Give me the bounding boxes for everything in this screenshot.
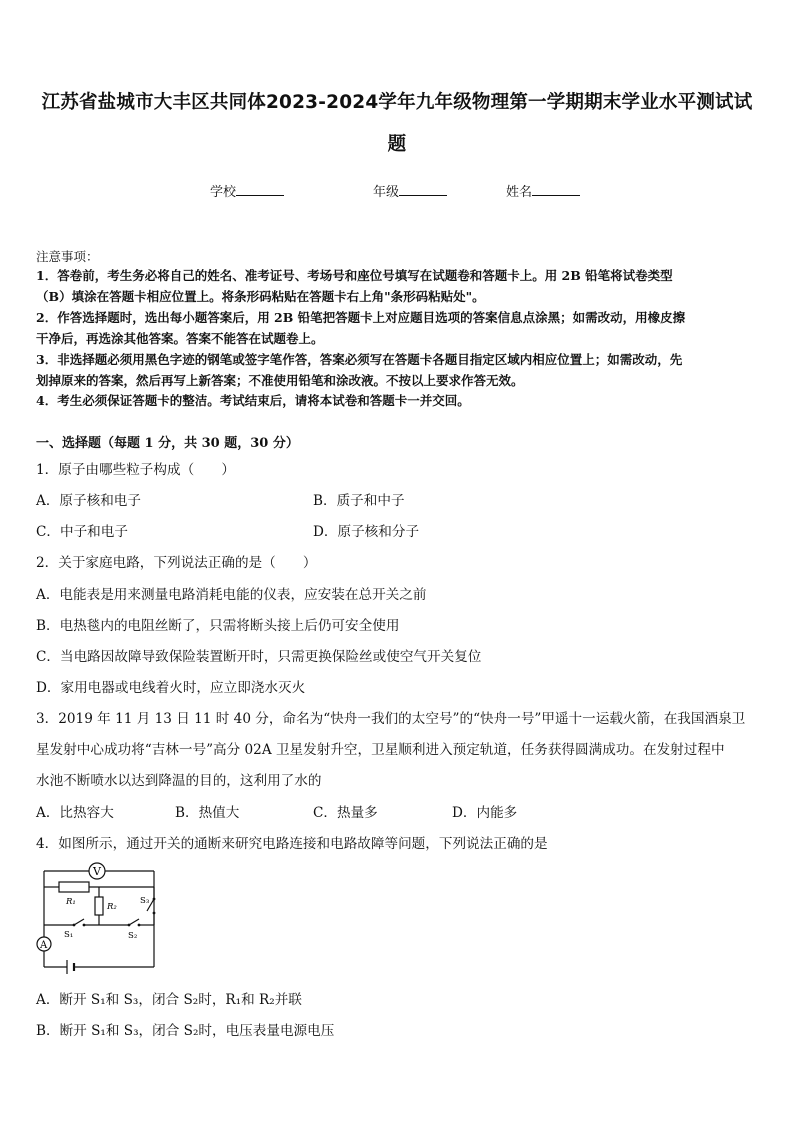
school-blank bbox=[236, 183, 284, 196]
question-3-stem-line: 水池不断喷水以达到降温的目的，这利用了水的 bbox=[36, 773, 322, 789]
notice-heading: 注意事项： bbox=[36, 249, 99, 264]
question-3-option-d: D．内能多 bbox=[452, 805, 518, 821]
switch-s3-label: S₃ bbox=[140, 896, 150, 906]
name-blank bbox=[532, 183, 580, 196]
exam-title: 江苏省盐城市大丰区共同体2023-2024学年九年级物理第一学期期末学业水平测试试 bbox=[41, 92, 753, 113]
circuit-diagram bbox=[34, 855, 164, 977]
question-4-option-b: B．断开 S₁和 S₃，闭合 S₂时，电压表量电源电压 bbox=[36, 1023, 335, 1039]
school-label: 学校 bbox=[210, 185, 237, 200]
notice-line: 干净后，再选涂其他答案。答案不能答在试题卷上。 bbox=[36, 331, 324, 346]
switch-s1-label: S₁ bbox=[64, 930, 74, 940]
question-3-option-b: B．热值大 bbox=[175, 805, 240, 821]
question-3-option-c: C．热量多 bbox=[313, 805, 378, 821]
ammeter-label: A bbox=[40, 940, 48, 951]
question-3-stem-line: 3．2019 年 11 月 13 日 11 时 40 分，命名为“快舟一我们的太空号”的“快舟一号”甲遥十一运载火箭，在我国酒泉卫 bbox=[36, 711, 746, 727]
exam-title-continued: 题 bbox=[387, 134, 407, 155]
notice-line: （B）填涂在答题卡相应位置上。将条形码粘贴在答题卡右上角"条形码粘贴处"。 bbox=[36, 289, 485, 304]
question-2-option-c: C．当电路因故障导致保险装置断开时，只需更换保险丝或使空气开关复位 bbox=[36, 649, 482, 665]
question-1-option-c: C．中子和电子 bbox=[36, 524, 128, 540]
name-field bbox=[506, 181, 580, 200]
notice-line: 2．作答选择题时，选出每小题答案后，用 2B 铅笔把答题卡上对应题目选项的答案信息点涂黑；如需改动，用橡皮擦 bbox=[36, 310, 686, 325]
notice-line: 4．考生必须保证答题卡的整洁。考试结束后，请将本试卷和答题卡一并交回。 bbox=[36, 393, 470, 408]
grade-field bbox=[373, 181, 447, 200]
question-2-option-d: D．家用电器或电线着火时，应立即浇水灭火 bbox=[36, 680, 306, 696]
question-2-option-b: B．电热毯内的电阻丝断了，只需将断头接上后仍可安全使用 bbox=[36, 618, 400, 634]
question-2-stem: 2．关于家庭电路，下列说法正确的是（ ） bbox=[36, 555, 317, 571]
question-1-option-b: B．质子和中子 bbox=[313, 493, 405, 509]
question-3-option-a: A．比热容大 bbox=[36, 805, 114, 821]
question-3-stem-line: 星发射中心成功将“吉林一号”高分 02A 卫星发射升空，卫星顺利进入预定轨道，任务获得圆满成功。在发射过程中 bbox=[36, 742, 725, 758]
notice-line: 划掉原来的答案，然后再写上新答案；不准使用铅笔和涂改液。不按以上要求作答无效。 bbox=[36, 373, 524, 388]
question-4-option-a: A．断开 S₁和 S₃，闭合 S₂时，R₁和 R₂并联 bbox=[36, 992, 302, 1008]
grade-label: 年级 bbox=[373, 185, 400, 200]
grade-blank bbox=[399, 183, 447, 196]
notice-line: 1．答卷前，考生务必将自己的姓名、准考证号、考场号和座位号填写在试题卷和答题卡上。用 2B 铅笔将试卷类型 bbox=[36, 268, 673, 283]
notice-line: 3．非选择题必须用黑色字迹的钢笔或签字笔作答，答案必须写在答题卡各题目指定区域内相应位置上；如需改动，先 bbox=[36, 352, 683, 367]
question-1-stem: 1．原子由哪些粒子构成（ ） bbox=[36, 462, 235, 478]
question-2-option-a: A．电能表是用来测量电路消耗电能的仪表，应安装在总开关之前 bbox=[36, 587, 427, 603]
school-field bbox=[210, 181, 284, 200]
name-label: 姓名 bbox=[506, 185, 533, 200]
resistor-r2-label: R₂ bbox=[107, 902, 117, 912]
resistor-r2 bbox=[95, 897, 103, 915]
voltmeter-label: V bbox=[93, 865, 101, 878]
question-1-option-d: D．原子核和分子 bbox=[313, 524, 420, 540]
switch-s2-label: S₂ bbox=[128, 931, 138, 941]
resistor-r1 bbox=[59, 882, 89, 892]
question-1-option-a: A．原子核和电子 bbox=[36, 493, 141, 509]
section-heading: 一、选择题（每题 1 分，共 30 题，30 分） bbox=[36, 436, 299, 451]
question-4-stem: 4．如图所示，通过开关的通断来研究电路连接和电路故障等问题，下列说法正确的是 bbox=[36, 836, 548, 852]
resistor-r1-label: R₁ bbox=[66, 897, 76, 907]
